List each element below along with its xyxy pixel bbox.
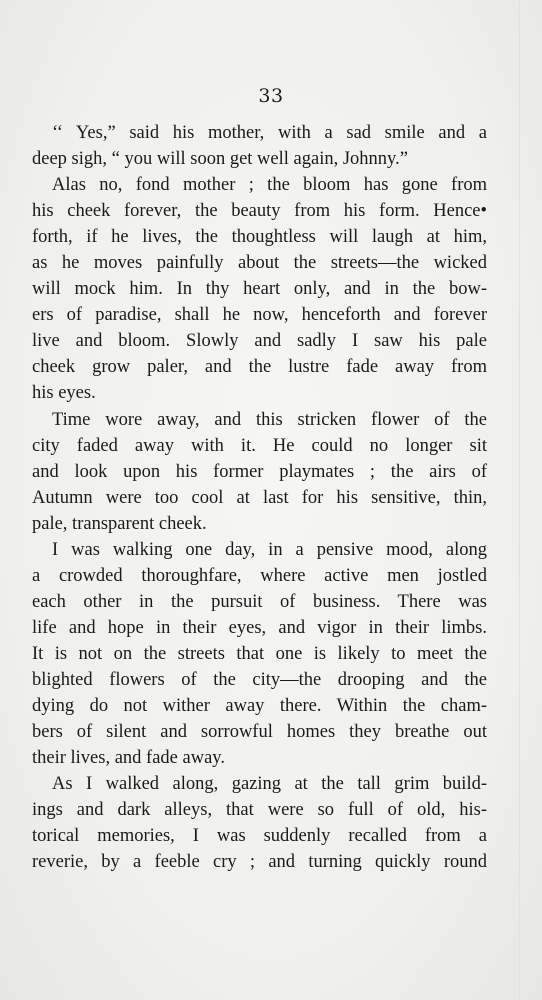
text-line: torical memories, I was suddenly recalled from a [32,826,487,847]
text-line: his cheek forever, the beauty from his form. Hence• [32,201,487,222]
paragraph [32,537,487,771]
text-line: deep sigh, “ you will soon get well again, Johnny.” [32,149,408,170]
paragraph [32,771,487,875]
paragraph [32,120,487,172]
body-text [32,120,487,875]
text-line: cheek grow paler, and the lustre fade away from [32,357,487,378]
text-line: pale, transparent cheek. [32,513,207,534]
text-line: ‘‘ Yes,” said his mother, with a sad smile and a [52,123,487,143]
text-line: city faded away with it. He could no longer sit [32,435,487,456]
page-number: 33 [258,85,284,107]
text-line: and look upon his former playmates ; the airs of [32,461,487,482]
text-line: As I walked along, gazing at the tall grim build- [52,774,487,795]
text-line: bers of silent and sorrowful homes they breathe out [32,722,487,743]
text-line: will mock him. In thy heart only, and in the bow- [32,279,487,300]
text-line: reverie, by a feeble cry ; and turning quickly round [32,852,487,873]
text-line: his eyes. [32,383,96,404]
text-line: as he moves painfully about the streets—the wicked [32,253,487,274]
text-line: forth, if he lives, the thoughtless will laugh at him, [32,227,487,248]
text-line: life and hope in their eyes, and vigor in their limbs. [32,617,487,638]
text-line: Autumn were too cool at last for his sensitive, thin, [32,487,487,508]
text-line: dying do not wither away there. Within the cham- [32,696,487,717]
page-edge-shadow [519,0,520,1000]
text-line: their lives, and fade away. [32,748,225,769]
text-line: live and bloom. Slowly and sadly I saw his pale [32,331,487,352]
text-line: I was walking one day, in a pensive mood, along [52,539,487,560]
text-line: a crowded thoroughfare, where active men jostled [32,565,487,586]
text-line: ings and dark alleys, that were so full of old, his- [32,800,487,821]
paragraph [32,407,487,537]
text-line: Time wore away, and this stricken flower of the [52,409,487,430]
text-line: Alas no, fond mother ; the bloom has gone from [52,175,487,196]
text-line: blighted flowers of the city—the drooping and the [32,669,487,690]
paragraph [32,172,487,406]
text-line: ers of paradise, shall he now, henceforth and forever [32,305,487,326]
text-line: It is not on the streets that one is likely to meet the [32,643,487,664]
text-line: each other in the pursuit of business. There was [32,591,487,612]
